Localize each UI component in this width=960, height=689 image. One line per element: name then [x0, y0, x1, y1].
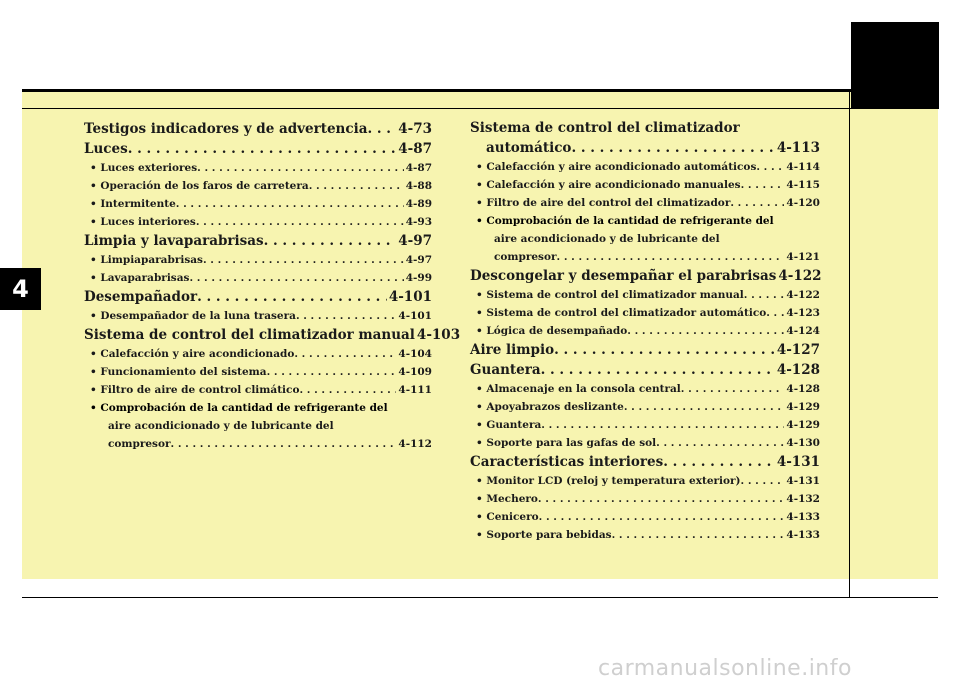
toc-subsection-entry[interactable] [470, 158, 820, 176]
toc-subsection-entry[interactable] [84, 363, 432, 381]
toc-subsection-entry[interactable] [84, 195, 432, 213]
toc-subsection-line: • Comprobación de la cantidad de refrigerante del [90, 402, 388, 414]
page-number: 4-129 [786, 419, 820, 431]
dot-leader [541, 360, 775, 380]
entry-title: Testigos indicadores y de advertencia [84, 121, 368, 137]
toc-subsection-entry[interactable] [470, 526, 820, 544]
page-number: 4-99 [405, 272, 432, 284]
toc-right-column [470, 119, 820, 544]
page-number: 4-87 [405, 162, 432, 174]
page-number: 4-131 [786, 475, 820, 487]
dot-leader [741, 472, 785, 490]
page-number: 4-130 [786, 437, 820, 449]
toc-subsection-line: aire acondicionado y de lubricante del [494, 233, 720, 245]
toc-subsection-entry[interactable] [84, 177, 432, 195]
entry-title: • Desempañador de la luna trasera [90, 307, 296, 325]
entry-title: automático [486, 140, 572, 156]
corner-tab [851, 22, 939, 109]
page-number: 4-121 [786, 251, 820, 263]
toc-subsection-entry[interactable] [470, 248, 820, 266]
entry-title: • Filtro de aire del control del climatizador [476, 194, 730, 212]
dot-leader [539, 508, 785, 526]
page-number: 4-88 [405, 180, 432, 192]
page-number: 4-122 [778, 268, 822, 284]
page-number: 4-120 [786, 197, 820, 209]
dot-leader [196, 213, 404, 231]
dot-leader [197, 159, 404, 177]
page-number: 4-111 [398, 384, 432, 396]
entry-title: Características interiores [470, 454, 664, 470]
toc-subsection-entry[interactable] [470, 434, 820, 452]
page-number: 4-128 [786, 383, 820, 395]
watermark: carmanualsonline.info [598, 656, 852, 681]
dot-leader [203, 251, 404, 269]
entry-title: • Guantera [476, 416, 541, 434]
toc-left-column [84, 119, 461, 453]
page-number: 4-122 [786, 289, 820, 301]
entry-title: Luces [84, 141, 128, 157]
entry-title: • Soporte para las gafas de sol [476, 434, 656, 452]
dot-leader [624, 398, 785, 416]
page-number: 4-97 [398, 233, 432, 249]
entry-title: • Lavaparabrisas [90, 269, 189, 287]
page-number: 4-123 [786, 307, 820, 319]
dot-leader [730, 194, 784, 212]
page-number: 4-133 [786, 511, 820, 523]
page-number: 4-89 [405, 198, 432, 210]
dot-leader [538, 490, 784, 508]
entry-title: • Lógica de desempañado [476, 322, 627, 340]
dot-leader [663, 452, 775, 472]
toc-subsection-entry[interactable] [84, 435, 432, 453]
toc-subsection-entry[interactable] [84, 159, 432, 177]
page-number: 4-87 [398, 141, 432, 157]
toc-section-entry[interactable] [470, 340, 820, 360]
toc-subsection-entry[interactable] [470, 416, 820, 434]
toc-subsection-entry[interactable] [470, 322, 820, 340]
entry-title: • Mechero [476, 490, 538, 508]
dot-leader [541, 416, 784, 434]
dot-leader [176, 195, 404, 213]
toc-subsection-entry[interactable] [470, 490, 820, 508]
page-number: 4-93 [405, 216, 432, 228]
entry-title: • Filtro de aire de control climático [90, 381, 299, 399]
dot-leader [197, 287, 387, 307]
page-number: 4-131 [776, 454, 820, 470]
toc-subsection-line: aire acondicionado y de lubricante del [108, 420, 334, 432]
dot-leader [189, 269, 403, 287]
toc-section-entry[interactable] [84, 287, 432, 307]
dot-leader [171, 435, 397, 453]
page-number: 4-104 [398, 348, 432, 360]
dot-leader [309, 177, 404, 195]
chapter-tab: 4 [0, 268, 41, 310]
toc-subsection-entry[interactable] [470, 286, 820, 304]
page-number: 4-128 [776, 362, 820, 378]
entry-title: • Cenicero [476, 508, 539, 526]
page-number: 4-115 [786, 179, 820, 191]
toc-subsection-entry[interactable] [470, 380, 820, 398]
header-thin-rule [22, 108, 851, 109]
dot-leader [741, 176, 785, 194]
page-number: 4-73 [398, 121, 432, 137]
toc-subsection-entry[interactable] [84, 213, 432, 231]
page-number: 4-129 [786, 401, 820, 413]
toc-subsection-entry[interactable] [84, 307, 432, 325]
entry-title: Limpia y lavaparabrisas [84, 233, 264, 249]
page-number: 4-114 [786, 161, 820, 173]
dot-leader [554, 340, 775, 360]
dot-leader [756, 158, 784, 176]
toc-section-entry[interactable] [470, 266, 820, 286]
entry-title: • Calefacción y aire acondicionado manuales [476, 176, 741, 194]
toc-subsection-entry[interactable] [470, 508, 820, 526]
entry-title: • Luces exteriores [90, 159, 197, 177]
entry-title: compresor [494, 251, 557, 263]
page-number: 4-133 [786, 529, 820, 541]
entry-title: • Soporte para bebidas [476, 526, 612, 544]
page-number: 4-124 [786, 325, 820, 337]
page-number: 4-127 [776, 342, 820, 358]
margin-line [849, 91, 850, 598]
page-number: 4-103 [416, 327, 461, 343]
toc-section-entry[interactable] [470, 138, 820, 158]
dot-leader [296, 307, 396, 325]
page-number: 4-97 [405, 254, 432, 266]
toc-section-entry[interactable] [470, 452, 820, 472]
toc-subsection-entry[interactable] [84, 251, 432, 269]
dot-leader [557, 248, 785, 266]
header-rule [22, 89, 851, 92]
toc-subsection-entry[interactable] [470, 176, 820, 194]
entry-title: Descongelar y desempañar el parabrisas [470, 268, 777, 284]
entry-title: • Monitor LCD (reloj y temperatura exterior) [476, 472, 741, 490]
dot-leader [267, 363, 397, 381]
toc-section-line: Sistema de control del climatizador [470, 120, 740, 136]
dot-leader [299, 381, 396, 399]
entry-title: • Limpiaparabrisas [90, 251, 203, 269]
entry-title: compresor [108, 438, 171, 450]
page-number: 4-112 [398, 438, 432, 450]
dot-leader [294, 345, 396, 363]
entry-title: • Sistema de control del climatizador automático [476, 304, 766, 322]
page-number: 4-101 [398, 310, 432, 322]
entry-title: • Apoyabrazos deslizante [476, 398, 624, 416]
toc-subsection-entry[interactable] [470, 398, 820, 416]
dot-leader [744, 286, 785, 304]
page-number: 4-109 [398, 366, 432, 378]
toc-subsection-entry[interactable] [84, 345, 432, 363]
toc-section-entry[interactable] [84, 231, 432, 251]
entry-title: Sistema de control del climatizador manual [84, 327, 415, 343]
toc-subsection-entry[interactable] [470, 304, 820, 322]
toc-subsection-entry[interactable] [470, 472, 820, 490]
page-number: 4-113 [776, 140, 820, 156]
dot-leader [367, 119, 396, 139]
entry-title: • Funcionamiento del sistema [90, 363, 267, 381]
toc-section-entry[interactable] [84, 325, 461, 345]
page-number: 4-132 [786, 493, 820, 505]
entry-title: • Luces interiores [90, 213, 196, 231]
dot-leader [627, 322, 784, 340]
entry-title: • Almacenaje en la consola central [476, 380, 681, 398]
toc-subsection-entry[interactable] [84, 269, 432, 287]
toc-subsection-line: • Comprobación de la cantidad de refrigerante del [476, 215, 774, 227]
dot-leader [571, 138, 774, 158]
page-number: 4-101 [388, 289, 432, 305]
footer-rule [22, 597, 938, 598]
dot-leader [612, 526, 785, 544]
entry-title: Guantera [470, 362, 541, 378]
toc-section-entry[interactable] [84, 139, 432, 159]
entry-title: • Calefacción y aire acondicionado automáticos [476, 158, 756, 176]
entry-title: Aire limpio [470, 342, 555, 358]
toc-subsection-entry[interactable] [84, 381, 432, 399]
dot-leader [766, 304, 784, 322]
dot-leader [264, 231, 397, 251]
entry-title: • Calefacción y aire acondicionado [90, 345, 294, 363]
entry-title: • Sistema de control del climatizador manual [476, 286, 744, 304]
toc-section-entry[interactable] [470, 360, 820, 380]
dot-leader [128, 139, 396, 159]
entry-title: • Intermitente [90, 195, 176, 213]
dot-leader [656, 434, 784, 452]
dot-leader [681, 380, 785, 398]
entry-title: Desempañador [84, 289, 198, 305]
toc-subsection-entry[interactable] [470, 194, 820, 212]
entry-title: • Operación de los faros de carretera [90, 177, 309, 195]
toc-section-entry[interactable] [84, 119, 432, 139]
